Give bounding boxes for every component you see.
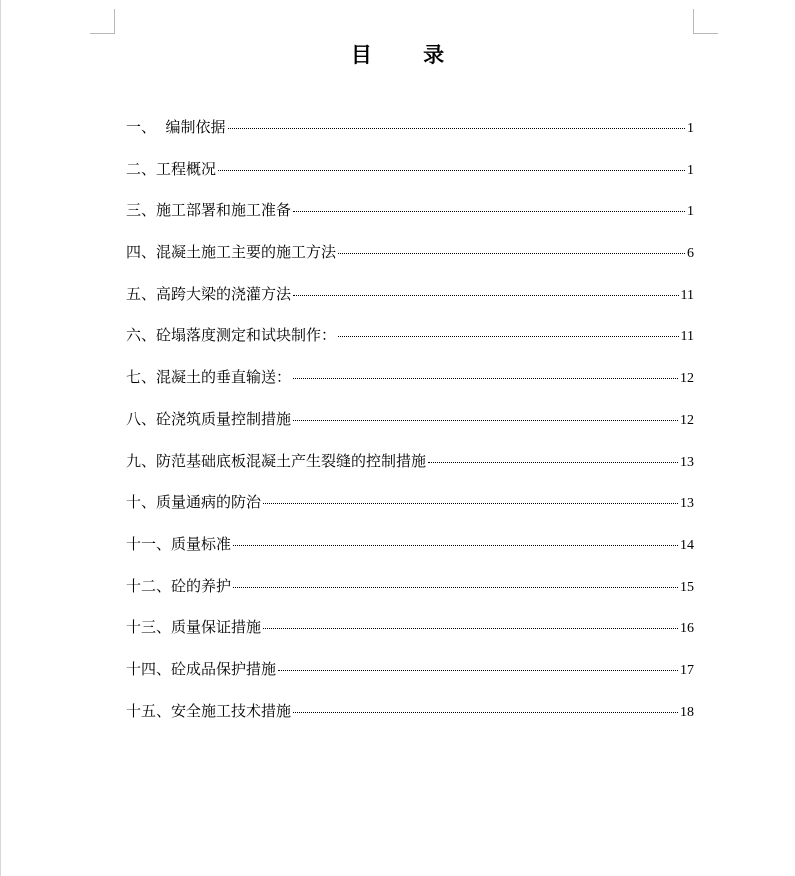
toc-entry[interactable] — [126, 364, 694, 406]
toc-entry[interactable] — [126, 156, 694, 198]
toc-entry[interactable] — [126, 489, 694, 531]
toc-dot-leader — [278, 670, 678, 671]
toc-entry-label: 七、混凝土的垂直输送： — [126, 368, 292, 387]
toc-entry[interactable] — [126, 614, 694, 656]
toc-page-number: 1 — [687, 162, 694, 178]
toc-page-number: 13 — [680, 454, 694, 470]
toc-dot-leader — [428, 462, 678, 463]
toc-dot-leader — [293, 211, 685, 212]
toc-entry-label: 九、防范基础底板混凝土产生裂缝的控制措施 — [126, 451, 427, 470]
toc-entry-label: 三、施工部署和施工准备 — [126, 201, 292, 220]
toc-entry[interactable] — [126, 239, 694, 281]
toc-page-number: 12 — [680, 412, 694, 428]
toc-entry-label: 二、工程概况 — [126, 159, 217, 178]
page-title: 目 录 — [350, 43, 467, 67]
toc-page-number: 18 — [680, 704, 694, 720]
table-of-contents — [126, 114, 694, 739]
toc-entry[interactable] — [126, 322, 694, 364]
toc-dot-leader — [228, 128, 685, 129]
crop-mark-top-right — [693, 9, 718, 34]
toc-entry-label: 十三、质量保证措施 — [126, 618, 262, 637]
toc-entry-label: 一、 编制依据 — [126, 118, 226, 136]
toc-entry[interactable] — [126, 448, 694, 490]
toc-entry[interactable] — [126, 573, 694, 615]
toc-dot-leader — [338, 253, 685, 254]
toc-page-number: 11 — [680, 287, 694, 303]
toc-entry[interactable] — [126, 698, 694, 740]
toc-page-number: 15 — [680, 579, 694, 595]
toc-entry[interactable] — [126, 197, 694, 239]
toc-entry-label: 十、质量通病的防治 — [126, 493, 262, 512]
toc-entry[interactable] — [126, 406, 694, 448]
toc-page-number: 16 — [680, 621, 694, 637]
toc-dot-leader — [233, 587, 678, 588]
toc-dot-leader — [293, 295, 679, 296]
toc-entry-label: 四、混凝土施工主要的施工方法 — [126, 243, 337, 262]
toc-dot-leader — [233, 545, 678, 546]
toc-entry-label: 八、砼浇筑质量控制措施 — [126, 409, 292, 428]
toc-page-number: 11 — [680, 329, 694, 345]
toc-entry[interactable] — [126, 114, 694, 156]
toc-dot-leader — [263, 503, 678, 504]
toc-entry-label: 十二、砼的养护 — [126, 576, 232, 595]
toc-page-number: 1 — [687, 204, 694, 220]
toc-entry[interactable] — [126, 656, 694, 698]
toc-page-number: 6 — [687, 246, 694, 262]
toc-page-number: 14 — [680, 537, 694, 553]
toc-dot-leader — [293, 420, 678, 421]
toc-dot-leader — [293, 378, 678, 379]
toc-dot-leader — [338, 336, 679, 337]
toc-entry-label: 六、砼塌落度测定和试块制作： — [126, 326, 337, 345]
toc-dot-leader — [293, 712, 678, 713]
toc-entry[interactable] — [126, 531, 694, 573]
toc-entry-label: 十四、砼成品保护措施 — [126, 659, 277, 678]
toc-dot-leader — [218, 170, 685, 171]
toc-page-number: 13 — [680, 496, 694, 512]
toc-dot-leader — [263, 628, 678, 629]
toc-page-number: 12 — [680, 371, 694, 387]
toc-page-number: 1 — [687, 121, 694, 136]
toc-page-number: 17 — [680, 662, 694, 678]
toc-entry-label: 五、高跨大梁的浇灌方法 — [126, 284, 292, 303]
crop-mark-top-left — [90, 9, 115, 34]
toc-entry-label: 十一、质量标准 — [126, 534, 232, 553]
page-edge — [0, 0, 1, 876]
toc-entry[interactable] — [126, 281, 694, 323]
toc-entry-label: 十五、安全施工技术措施 — [126, 701, 292, 720]
